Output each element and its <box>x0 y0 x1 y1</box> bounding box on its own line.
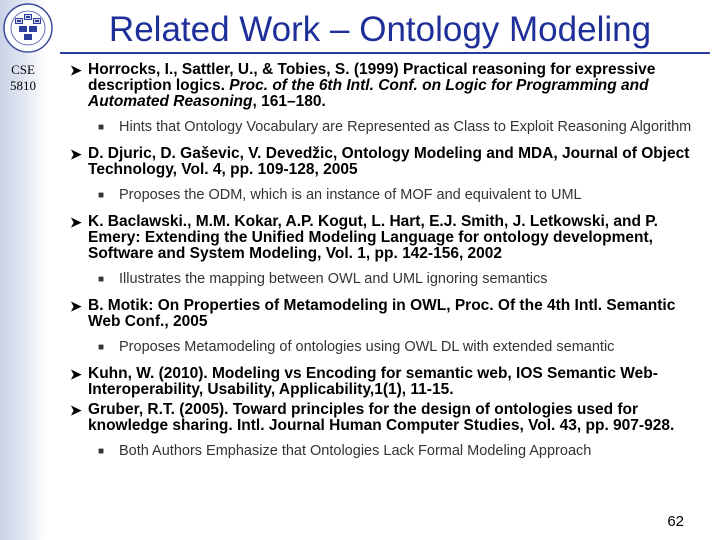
arrow-bullet-icon: ➤ <box>70 214 82 230</box>
reference-text: K. Baclawski., M.M. Kokar, A.P. Kogut, L. Hart, E.J. Smith, J. Letkowski, and P. Emery: Extending the Unified Modeling Language for ontology development, Software and System Modeling, Vol. 1, pp. 142-156, 2002 <box>88 213 658 262</box>
arrow-bullet-icon: ➤ <box>70 402 82 418</box>
reference-pages: , 161–180. <box>252 93 326 110</box>
arrow-bullet-icon: ➤ <box>70 298 82 314</box>
reference-note <box>70 444 700 459</box>
reference-note <box>70 272 700 287</box>
slide-title: Related Work – Ontology Modeling <box>108 10 652 49</box>
reference-text: Kuhn, W. (2010). Modeling vs Encoding for semantic web, IOS Semantic Web-Interoperability, Usability, Applicability,1(1), 11-15. <box>88 365 658 398</box>
arrow-bullet-icon: ➤ <box>70 146 82 162</box>
page-number: 62 <box>667 513 684 530</box>
square-bullet-icon: ■ <box>98 122 105 133</box>
course-code: CSE 5810 <box>10 62 36 93</box>
reference-item <box>70 298 700 330</box>
reference-note-text: Proposes Metamodeling of ontologies using OWL DL with extended semantic <box>119 339 615 355</box>
reference-note-text: Proposes the ODM, which is an instance of MOF and equivalent to UML <box>119 187 582 203</box>
reference-text: B. Motik: On Properties of Metamodeling in OWL, Proc. Of the 4th Intl. Semantic Web Conf., 2005 <box>88 297 676 330</box>
square-bullet-icon: ■ <box>98 446 105 457</box>
reference-note <box>70 188 700 203</box>
reference-text: D. Djuric, D. Gaševic, V. Devedžic, Ontology Modeling and MDA, Journal of Object Technology, Vol. 4, pp. 109-128, 2005 <box>88 145 690 178</box>
arrow-bullet-icon: ➤ <box>70 62 82 78</box>
square-bullet-icon: ■ <box>98 190 105 201</box>
reference-venue: Proc. of the 6th Intl. Conf. on Logic for Programming and Automated Reasoning <box>88 77 649 110</box>
university-seal-logo <box>3 2 53 54</box>
square-bullet-icon: ■ <box>98 274 105 285</box>
reference-text: Horrocks, I., Sattler, U., & Tobies, S. (1999) Practical reasoning for expressive description logics. <box>88 61 656 94</box>
reference-item <box>70 366 700 398</box>
reference-note-text: Hints that Ontology Vocabulary are Represented as Class to Exploit Reasoning Algorithm <box>119 119 692 135</box>
reference-note <box>70 120 700 135</box>
arrow-bullet-icon: ➤ <box>70 366 82 382</box>
references-list <box>70 62 700 470</box>
reference-note-text: Both Authors Emphasize that Ontologies Lack Formal Modeling Approach <box>119 443 592 459</box>
reference-item <box>70 146 700 178</box>
title-divider <box>60 52 710 54</box>
reference-text: Gruber, R.T. (2005). Toward principles for the design of ontologies used for knowledge sharing. Intl. Journal Human Computer Studies, Vol. 43, pp. 907-928. <box>88 401 675 434</box>
reference-note-text: Illustrates the mapping between OWL and UML ignoring semantics <box>119 271 548 287</box>
reference-note <box>70 340 700 355</box>
reference-item <box>70 62 700 110</box>
reference-item <box>70 214 700 262</box>
square-bullet-icon: ■ <box>98 342 105 353</box>
reference-item <box>70 402 700 434</box>
